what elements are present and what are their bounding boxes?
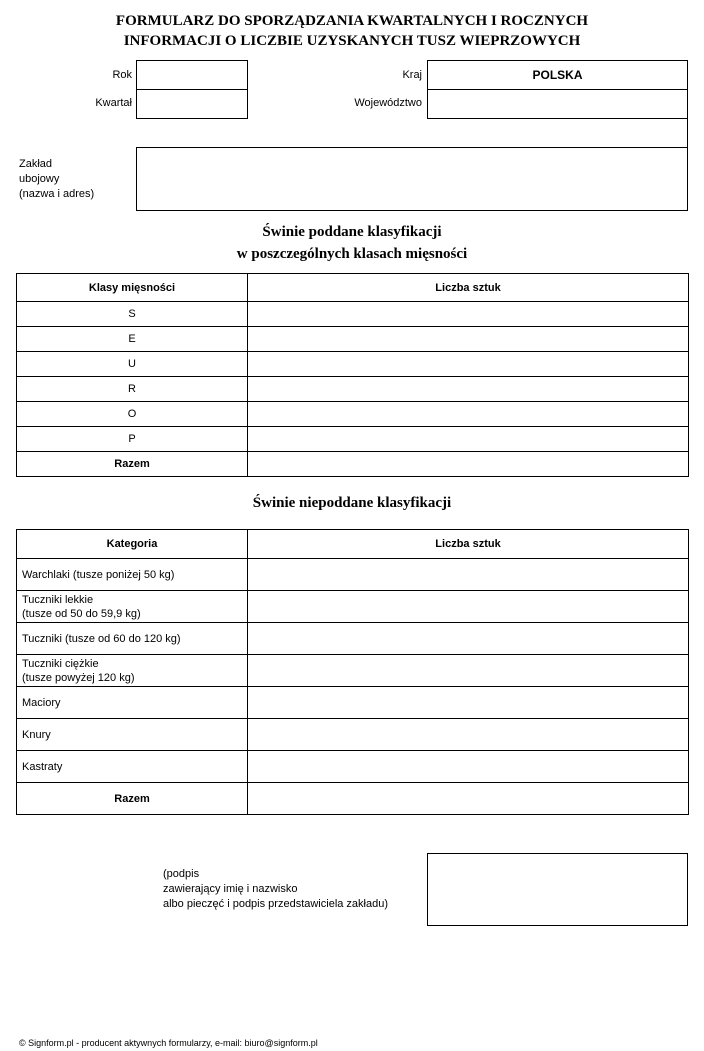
classified-pigs-table	[16, 273, 689, 477]
count-cell[interactable]	[248, 377, 689, 402]
category-label: Tuczniki ciężkie (tusze powyżej 120 kg)	[17, 655, 248, 687]
kraj-field[interactable]: POLSKA	[427, 60, 688, 90]
header-klasy: Klasy mięsności	[17, 274, 248, 302]
kwartal-label: Kwartał	[95, 97, 132, 109]
class-label: P	[17, 427, 248, 452]
category-label: Kastraty	[17, 751, 248, 783]
footer-text: © Signform.pl - producent aktywnych formularzy, e-mail: biuro@signform.pl	[19, 1038, 318, 1048]
class-label: R	[17, 377, 248, 402]
count-cell[interactable]	[248, 427, 689, 452]
rok-label: Rok	[112, 69, 132, 81]
form-title-line1: FORMULARZ DO SPORZĄDZANIA KWARTALNYCH I ROCZNYCH	[115, 13, 589, 29]
table-row	[17, 591, 689, 623]
table-row-total	[17, 452, 689, 477]
count-cell[interactable]	[248, 687, 689, 719]
table-row	[17, 327, 689, 352]
count-cell[interactable]	[248, 655, 689, 687]
table-row	[17, 687, 689, 719]
kraj-label: Kraj	[402, 69, 422, 81]
unclassified-pigs-table	[16, 529, 689, 815]
class-label: E	[17, 327, 248, 352]
category-label: Knury	[17, 719, 248, 751]
kwartal-field[interactable]	[136, 89, 248, 119]
section1-title-line2: w poszczególnych klasach mięsności	[236, 246, 468, 262]
zaklad-label-line3: (nazwa i adres)	[19, 188, 95, 200]
count-cell[interactable]	[248, 352, 689, 377]
signature-label-line3: albo pieczęć i podpis przedstawiciela zakładu)	[163, 898, 389, 910]
category-label: Tuczniki lekkie (tusze od 50 do 59,9 kg)	[17, 591, 248, 623]
zaklad-label-line1: Zakład	[19, 158, 53, 170]
table-row	[17, 559, 689, 591]
class-label: O	[17, 402, 248, 427]
wojewodztwo-field[interactable]	[427, 89, 688, 119]
zaklad-label-line2: ubojowy	[19, 173, 60, 185]
category-label: Warchlaki (tusze poniżej 50 kg)	[17, 559, 248, 591]
count-cell[interactable]	[248, 559, 689, 591]
zaklad-field[interactable]	[136, 147, 688, 211]
table-row	[17, 655, 689, 687]
header-kategoria: Kategoria	[17, 530, 248, 559]
category-label: Tuczniki (tusze od 60 do 120 kg)	[17, 623, 248, 655]
rok-field[interactable]	[136, 60, 248, 90]
header-liczba-sztuk: Liczba sztuk	[248, 274, 689, 302]
table-row	[17, 751, 689, 783]
table-row	[17, 623, 689, 655]
count-cell[interactable]	[248, 623, 689, 655]
total-label: Razem	[17, 452, 248, 477]
table-row	[17, 352, 689, 377]
header-liczba-sztuk: Liczba sztuk	[248, 530, 689, 559]
class-label: S	[17, 302, 248, 327]
count-cell[interactable]	[248, 327, 689, 352]
category-label: Maciory	[17, 687, 248, 719]
count-cell[interactable]	[248, 591, 689, 623]
signature-field[interactable]	[427, 853, 688, 926]
signature-label-line2: zawierający imię i nazwisko	[163, 883, 298, 895]
table-row	[17, 377, 689, 402]
count-cell[interactable]	[248, 302, 689, 327]
total-count-cell[interactable]	[248, 452, 689, 477]
count-cell[interactable]	[248, 751, 689, 783]
field-right-border	[687, 118, 688, 148]
count-cell[interactable]	[248, 402, 689, 427]
table-row	[17, 402, 689, 427]
wojewodztwo-label: Województwo	[354, 97, 422, 109]
section2-title: Świnie niepoddane klasyfikacji	[252, 495, 452, 511]
total-count-cell[interactable]	[248, 783, 689, 815]
table-row	[17, 302, 689, 327]
count-cell[interactable]	[248, 719, 689, 751]
form-title-line2: INFORMACJI O LICZBIE UZYSKANYCH TUSZ WIEPRZOWYCH	[123, 33, 581, 49]
signature-label-line1: (podpis	[163, 868, 200, 880]
class-label: U	[17, 352, 248, 377]
table-row	[17, 719, 689, 751]
table-row-total	[17, 783, 689, 815]
section1-title-line1: Świnie poddane klasyfikacji	[262, 224, 442, 240]
total-label: Razem	[17, 783, 248, 815]
table-row	[17, 427, 689, 452]
